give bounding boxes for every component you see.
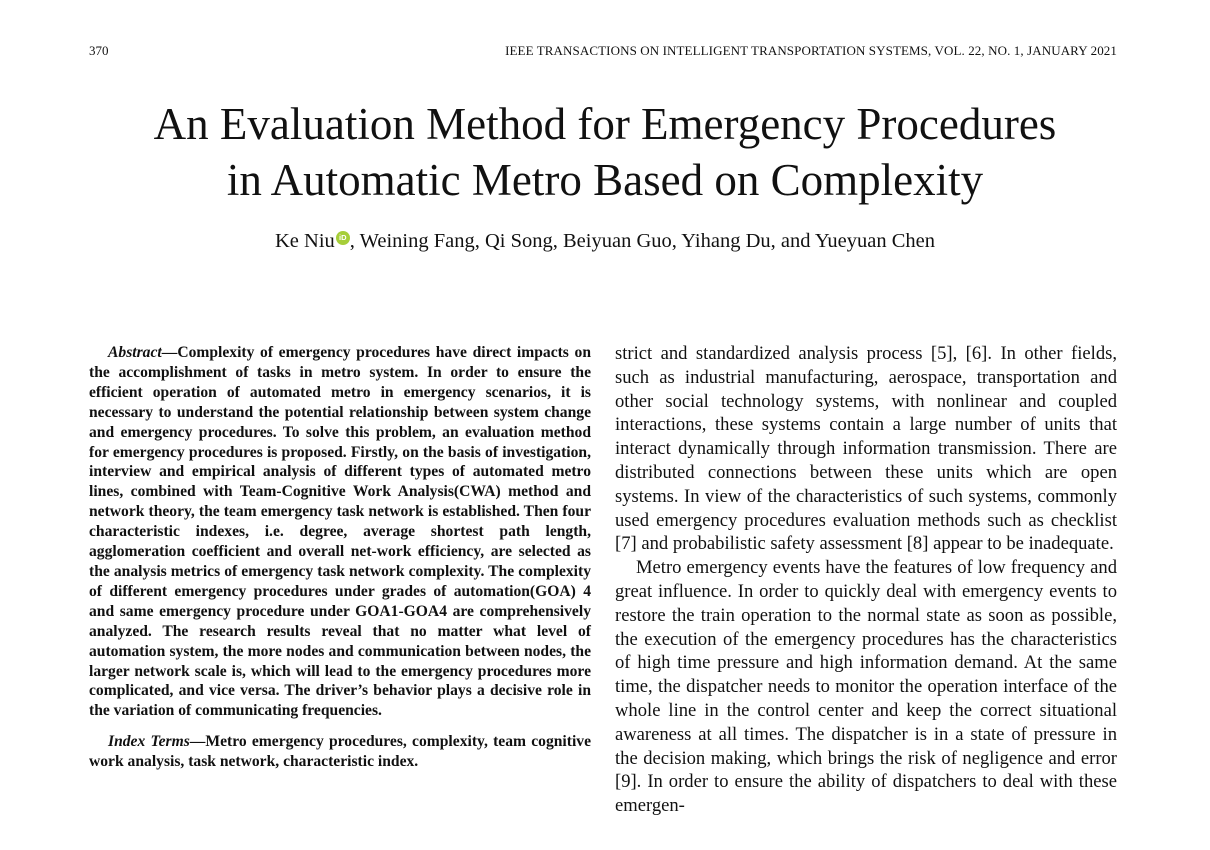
journal-running-head: IEEE TRANSACTIONS ON INTELLIGENT TRANSPORTATION SYSTEMS, VOL. 22, NO. 1, JANUARY 2021 <box>505 43 1117 58</box>
first-author: Ke Niu <box>275 230 335 252</box>
body-paragraph-2: Metro emergency events have the features of low frequency and great influence. In order to quickly deal with emergency events to restore the train operation to the normal state as soon as possible, the execution of the emergency procedures has the characteristics of high time pressure and high information demand. At the same time, the dispatcher needs to monitor the operation interface of the whole line in the control center and keep the correct situational awareness at all times. The dispatcher is in a state of pressure in the decision making, which brings the risk of negligence and error [9]. In order to ensure the ability of dispatchers to deal with these emergen- <box>615 557 1117 817</box>
index-terms-dash: — <box>189 733 206 751</box>
orcid-icon[interactable]: iD <box>336 231 350 245</box>
title-line-1: An Evaluation Method for Emergency Procedures <box>153 99 1057 149</box>
other-authors: , Weining Fang, Qi Song, Beiyuan Guo, Yihang Du, and Yueyuan Chen <box>349 230 935 252</box>
paper-title <box>0 96 1210 208</box>
author-list <box>0 230 1210 253</box>
title-line-2: in Automatic Metro Based on Complexity <box>226 155 984 205</box>
index-terms <box>89 732 591 772</box>
left-column <box>89 343 591 772</box>
abstract-text: Complexity of emergency procedures have direct impacts on the accomplishment of tasks in metro system. In order to ensure the efficient operation of automated metro in emergency scenarios, it is necessary to understand the potential relationship between system change and emergency procedures. To solve this problem, an evaluation method for emergency procedures is proposed. Firstly, on the basis of investigation, interview and empirical analysis of different types of automated metro lines, combined with Team-Cognitive Work Analysis(CWA) method and network theory, the team emergency task network is established. Then four characteristic indexes, i.e. degree, average shortest path length, agglomeration coefficient and overall net-work efficiency, are selected as the analysis metrics of emergency task network complexity. The complexity of different emergency procedures under grades of automation(GOA) 4 and same emergency procedure under GOA1-GOA4 are comprehensively analyzed. The research results reveal that no matter what level of automation system, the more nodes and communication between nodes, the larger network scale is, which will lead to the emergency procedures more complicated, and vice versa. The driver’s behavior plays a decisive role in the variation of communicating frequencies. <box>89 344 591 720</box>
page-number: 370 <box>89 43 109 58</box>
body-paragraph-1: strict and standardized analysis process [5], [6]. In other fields, such as industrial manufacturing, aerospace, transportation and other social technology systems, with nonlinear and coupled interactions, these systems contain a large number of units that interact dynamically through information transmission. There are distributed connections between these units which are open systems. In view of the characteristics of such systems, commonly used emergency procedures evaluation methods such as checklist [7] and probabilistic safety assessment [8] appear to be inadequate. <box>615 343 1117 555</box>
abstract <box>89 343 591 721</box>
index-terms-label: Index Terms <box>108 733 190 751</box>
abstract-label: Abstract <box>108 344 162 361</box>
right-column <box>615 342 1117 850</box>
abstract-dash: — <box>161 344 178 361</box>
index-terms-text: Metro emergency procedures, complexity, team cognitive work analysis, task network, characteristic index. <box>89 733 591 771</box>
